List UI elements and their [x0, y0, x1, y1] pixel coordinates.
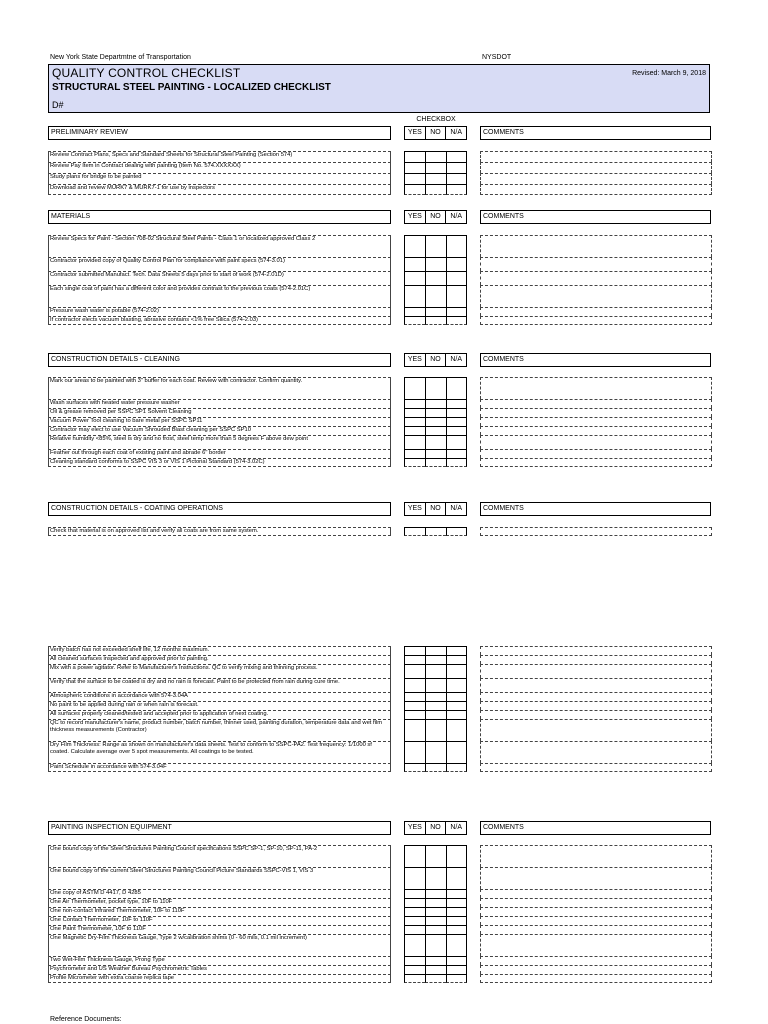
yes-checkbox[interactable]: [404, 956, 425, 965]
no-checkbox[interactable]: [425, 257, 446, 271]
checklist-item-text: Paint Schedule in accordance with 574-3.04F: [48, 763, 391, 772]
no-checkbox[interactable]: [425, 692, 446, 701]
section-title: PAINTING INSPECTION EQUIPMENT: [48, 821, 391, 835]
checklist-item-text: One non-contact Infrared Thermometer, 10F to 110F: [48, 907, 391, 916]
comment-field[interactable]: [480, 898, 712, 907]
yes-checkbox[interactable]: [404, 974, 425, 983]
na-checkbox[interactable]: [446, 741, 467, 763]
comment-field[interactable]: [480, 889, 712, 898]
checklist-row: [48, 527, 712, 536]
checklist-item-text: Contractor may elect to use Vacuum Shrouded Blast cleaning per SSPC SP10: [48, 426, 391, 435]
checklist-item-text: Study plans for bridge to be painted: [48, 173, 391, 184]
checklist-item-text: No paint to be applied during rain or when rain is forecast.: [48, 701, 391, 710]
na-checkbox[interactable]: [446, 925, 467, 934]
comment-field[interactable]: [480, 701, 712, 710]
checklist-row: [48, 435, 712, 449]
no-checkbox[interactable]: [425, 845, 446, 867]
checklist-row: [48, 408, 712, 417]
column-header-yes: YES: [407, 824, 422, 831]
checklist-row: [48, 907, 712, 916]
checklist-item-text: Oil & grease removed per SSPC SP1 Solvent Cleaning: [48, 408, 391, 417]
organization-name: New York State Departmtne of Transportation: [50, 54, 191, 61]
yes-checkbox[interactable]: [404, 889, 425, 898]
yes-checkbox[interactable]: [404, 655, 425, 664]
checklist-item-text: Atmospheric conditions in accordance with 574-3.04A: [48, 692, 391, 701]
no-checkbox[interactable]: [425, 763, 446, 772]
comment-field[interactable]: [480, 916, 712, 925]
checklist-item-text: Relative humidity <85%, steel is dry and no frost, steel temp more than 5 degrees F above dew point: [48, 435, 391, 449]
checkbox-column-title: CHECKBOX: [416, 116, 456, 123]
comments-header: COMMENTS: [480, 126, 711, 140]
na-checkbox[interactable]: [446, 664, 467, 678]
checklist-item-text: Mix with a power agitator. Refer to Manufacturer's Instructions. QC to verify mixing and thinning process.: [48, 664, 391, 678]
checklist-item-text: Review Contract Plans, Specs and Standard Sheets for Structural Steel Painting (Section 574): [48, 151, 391, 162]
section-title: CONSTRUCTION DETAILS - COATING OPERATIONS: [48, 502, 391, 516]
yes-checkbox[interactable]: [404, 898, 425, 907]
comment-field[interactable]: [480, 184, 712, 195]
comments-header: COMMENTS: [480, 502, 711, 516]
yes-checkbox[interactable]: [404, 678, 425, 692]
na-checkbox[interactable]: [446, 898, 467, 907]
checklist-row: [48, 449, 712, 458]
na-checkbox[interactable]: [446, 399, 467, 408]
yes-checkbox[interactable]: [404, 763, 425, 772]
na-checkbox[interactable]: [446, 719, 467, 741]
na-checkbox[interactable]: [446, 845, 467, 867]
column-header-yes: YES: [407, 213, 422, 220]
checklist-row: [48, 151, 712, 162]
no-checkbox[interactable]: [425, 956, 446, 965]
no-checkbox[interactable]: [425, 151, 446, 162]
checklist-item-text: Contractor submitted Manufact. Tech. Data Sheets 5 days prior to start of work (574-2.01D): [48, 271, 391, 285]
yes-checkbox[interactable]: [404, 934, 425, 956]
no-checkbox[interactable]: [425, 655, 446, 664]
reference-documents-label: Reference Documents:: [50, 1016, 122, 1023]
na-checkbox[interactable]: [446, 965, 467, 974]
comment-field[interactable]: [480, 646, 712, 655]
yes-no-na-header: [404, 353, 467, 367]
na-checkbox[interactable]: [446, 678, 467, 692]
yes-checkbox[interactable]: [404, 316, 425, 325]
no-checkbox[interactable]: [425, 377, 446, 399]
comment-field[interactable]: [480, 763, 712, 772]
checklist-row: [48, 845, 712, 867]
checklist-item-text: Review Specs for Paint - Section 708-02 Structural Steel Paints - Class 1 or localized approved Class 2: [48, 235, 391, 257]
na-checkbox[interactable]: [446, 307, 467, 316]
form-header: [48, 64, 710, 113]
checklist-item-text: Each single coat of paint has a different color and provides contrast to the previous coats (574-2.01C): [48, 285, 391, 307]
checklist-row: [48, 271, 712, 285]
na-checkbox[interactable]: [446, 435, 467, 449]
comment-field[interactable]: [480, 655, 712, 664]
na-checkbox[interactable]: [446, 692, 467, 701]
column-header-no: NO: [425, 503, 446, 515]
checklist-item-text: All cleaned surfaces inspected and approved prior to painting.: [48, 655, 391, 664]
yes-no-na-header: [404, 821, 467, 835]
no-checkbox[interactable]: [425, 678, 446, 692]
comments-header: COMMENTS: [480, 353, 711, 367]
checklist-row: [48, 235, 712, 257]
no-checkbox[interactable]: [425, 719, 446, 741]
checklist-item-text: One bound copy of the Steel Structures Painting Council specifications SSPC SP-1, SP-10, SP-11, PA-2: [48, 845, 391, 867]
checklist-row: [48, 377, 712, 399]
comment-field[interactable]: [480, 934, 712, 956]
no-checkbox[interactable]: [425, 449, 446, 458]
checklist-item-text: Vacuum Power Tool cleaning to bare metal per SSPC SP11: [48, 417, 391, 426]
yes-checkbox[interactable]: [404, 965, 425, 974]
na-checkbox[interactable]: [446, 763, 467, 772]
comment-field[interactable]: [480, 741, 712, 763]
comment-field[interactable]: [480, 377, 712, 399]
checklist-item-text: Profile Micrometer with extra coarse replica tape: [48, 974, 391, 983]
yes-checkbox[interactable]: [404, 907, 425, 916]
checklist-row: [48, 307, 712, 316]
yes-checkbox[interactable]: [404, 692, 425, 701]
comment-field[interactable]: [480, 692, 712, 701]
column-header-na: N/A: [445, 503, 466, 515]
na-checkbox[interactable]: [446, 151, 467, 162]
comment-field[interactable]: [480, 399, 712, 408]
revision-date: Revised: March 9, 2018: [632, 70, 706, 77]
comment-field[interactable]: [480, 285, 712, 307]
checklist-row: [48, 316, 712, 325]
checklist-row: [48, 173, 712, 184]
yes-checkbox[interactable]: [404, 151, 425, 162]
no-checkbox[interactable]: [425, 934, 446, 956]
no-checkbox[interactable]: [425, 271, 446, 285]
checklist-item-text: Wash surfaces with heated water pressure washer: [48, 399, 391, 408]
na-checkbox[interactable]: [446, 316, 467, 325]
checklist-row: [48, 710, 712, 719]
na-checkbox[interactable]: [446, 867, 467, 889]
checklist-row: [48, 184, 712, 195]
checklist-row: [48, 898, 712, 907]
column-header-yes: YES: [407, 129, 422, 136]
checklist-item-text: Contractor provided copy of Quality Control Plan for compliance with paint specs (574-3.01): [48, 257, 391, 271]
yes-checkbox[interactable]: [404, 710, 425, 719]
yes-checkbox[interactable]: [404, 719, 425, 741]
checklist-row: [48, 285, 712, 307]
no-checkbox[interactable]: [425, 965, 446, 974]
project-id-label[interactable]: D#: [52, 100, 64, 110]
checklist-row: [48, 965, 712, 974]
checklist-item-text: Verify that the surface to be coated is dry and no rain is forecast. Paint to be protected from rain during cure time.: [48, 678, 391, 692]
comment-field[interactable]: [480, 458, 712, 467]
checklist-item-text: QC to record manufacturer's name, product number, batch number, thinner used, painting duration, temperature data and wet film thickness measurements (Contractor): [48, 719, 391, 741]
na-checkbox[interactable]: [446, 934, 467, 956]
na-checkbox[interactable]: [446, 710, 467, 719]
na-checkbox[interactable]: [446, 907, 467, 916]
comment-field[interactable]: [480, 162, 712, 173]
checklist-row: [48, 701, 712, 710]
comment-field[interactable]: [480, 925, 712, 934]
comment-field[interactable]: [480, 956, 712, 965]
comment-field[interactable]: [480, 417, 712, 426]
comment-field[interactable]: [480, 867, 712, 889]
checklist-row: [48, 692, 712, 701]
yes-checkbox[interactable]: [404, 845, 425, 867]
no-checkbox[interactable]: [425, 701, 446, 710]
checklist-row: [48, 934, 712, 956]
column-header-yes: YES: [407, 505, 422, 512]
column-header-no: NO: [425, 211, 446, 223]
agency-code: NYSDOT: [482, 54, 512, 61]
no-checkbox[interactable]: [425, 974, 446, 983]
column-header-no: NO: [425, 822, 446, 834]
comment-field[interactable]: [480, 426, 712, 435]
yes-checkbox[interactable]: [404, 408, 425, 417]
no-checkbox[interactable]: [425, 741, 446, 763]
checklist-item-text: One copy of ASTM D 4417, D 4285: [48, 889, 391, 898]
checklist-row: [48, 646, 712, 655]
na-checkbox[interactable]: [446, 646, 467, 655]
no-checkbox[interactable]: [425, 408, 446, 417]
no-checkbox[interactable]: [425, 889, 446, 898]
section-title: CONSTRUCTION DETAILS - CLEANING: [48, 353, 391, 367]
comment-field[interactable]: [480, 271, 712, 285]
yes-checkbox[interactable]: [404, 285, 425, 307]
no-checkbox[interactable]: [425, 664, 446, 678]
checklist-item-text: Check that material is on approved list and verify all coats are from same system.: [48, 527, 391, 536]
yes-checkbox[interactable]: [404, 701, 425, 710]
yes-no-na-header: [404, 210, 467, 224]
comment-field[interactable]: [480, 664, 712, 678]
form-subtitle: STRUCTURAL STEEL PAINTING - LOCALIZED CHECKLIST: [52, 82, 331, 93]
na-checkbox[interactable]: [446, 974, 467, 983]
na-checkbox[interactable]: [446, 377, 467, 399]
no-checkbox[interactable]: [425, 426, 446, 435]
comment-field[interactable]: [480, 235, 712, 257]
checklist-row: [48, 678, 712, 692]
column-header-yes: YES: [407, 356, 422, 363]
comment-field[interactable]: [480, 307, 712, 316]
checklist-item-text: One Magnetic Dry-Film Thickness Gauge, Type 2 w/calibration shims (0 - 60 mils, 0.1 mil increment): [48, 934, 391, 956]
checklist-item-text: Pressure wash water is potable (574-2.02): [48, 307, 391, 316]
column-header-no: NO: [425, 354, 446, 366]
no-checkbox[interactable]: [425, 417, 446, 426]
yes-checkbox[interactable]: [404, 271, 425, 285]
comment-field[interactable]: [480, 151, 712, 162]
checklist-row: [48, 763, 712, 772]
checklist-row: [48, 257, 712, 271]
comment-field[interactable]: [480, 173, 712, 184]
checklist-item-text: Feather out through each coat of existing paint and abrade 6" border: [48, 449, 391, 458]
na-checkbox[interactable]: [446, 701, 467, 710]
na-checkbox[interactable]: [446, 162, 467, 173]
column-header-no: NO: [425, 127, 446, 139]
no-checkbox[interactable]: [425, 867, 446, 889]
no-checkbox[interactable]: [425, 907, 446, 916]
yes-checkbox[interactable]: [404, 162, 425, 173]
na-checkbox[interactable]: [446, 271, 467, 285]
na-checkbox[interactable]: [446, 285, 467, 307]
checklist-row: [48, 655, 712, 664]
checklist-row: [48, 925, 712, 934]
no-checkbox[interactable]: [425, 173, 446, 184]
yes-no-na-header: [404, 502, 467, 516]
na-checkbox[interactable]: [446, 173, 467, 184]
checklist-row: [48, 719, 712, 741]
no-checkbox[interactable]: [425, 399, 446, 408]
yes-checkbox[interactable]: [404, 307, 425, 316]
checklist-item-text: If contractor elects vacuum blasting, abrasive contains <1% free Silica (574-2.03): [48, 316, 391, 325]
checklist-item-text: One Contact Thermometer, 10F to 110F: [48, 916, 391, 925]
form-title: QUALITY CONTROL CHECKLIST: [52, 66, 241, 80]
checklist-item-text: Download and review MURK7 & MURK7-1 for use by inspectors: [48, 184, 391, 195]
column-header-na: N/A: [445, 127, 466, 139]
no-checkbox[interactable]: [425, 527, 446, 536]
no-checkbox[interactable]: [425, 710, 446, 719]
yes-checkbox[interactable]: [404, 664, 425, 678]
na-checkbox[interactable]: [446, 184, 467, 195]
checklist-item-text: One Paint Thermometer, 10F to 110F: [48, 925, 391, 934]
checklist-item-text: Mark our areas to be painted with 3" buffer for each coat. Review with contractor. Confirm quantity.: [48, 377, 391, 399]
na-checkbox[interactable]: [446, 257, 467, 271]
comment-field[interactable]: [480, 845, 712, 867]
no-checkbox[interactable]: [425, 898, 446, 907]
checklist-item-text: One Air Thermometer, pocket type, 10F to 110F: [48, 898, 391, 907]
checklist-item-text: Dry Film Thickness: Range as shown on manufacturer's data sheets. Test to conform to SSPC-PA2. Test frequency: 1/1000 sf coated. Calculate average over 5 spot measurements. All coatings to be tested.: [48, 741, 391, 763]
checklist-item-text: Review Pay Item in Contract dealing with painting (Item No. 574.XXXXXX): [48, 162, 391, 173]
checklist-row: [48, 741, 712, 763]
column-header-na: N/A: [445, 822, 466, 834]
na-checkbox[interactable]: [446, 527, 467, 536]
column-header-na: N/A: [445, 354, 466, 366]
yes-checkbox[interactable]: [404, 646, 425, 655]
section-title: MATERIALS: [48, 210, 391, 224]
comment-field[interactable]: [480, 527, 712, 536]
checklist-item-text: Psychrometer and US Weather Bureau Psychrometric Tables: [48, 965, 391, 974]
checklist-row: [48, 399, 712, 408]
na-checkbox[interactable]: [446, 449, 467, 458]
yes-checkbox[interactable]: [404, 741, 425, 763]
checklist-row: [48, 162, 712, 173]
no-checkbox[interactable]: [425, 307, 446, 316]
yes-checkbox[interactable]: [404, 925, 425, 934]
column-header-na: N/A: [445, 211, 466, 223]
yes-checkbox[interactable]: [404, 449, 425, 458]
na-checkbox[interactable]: [446, 417, 467, 426]
no-checkbox[interactable]: [425, 916, 446, 925]
comment-field[interactable]: [480, 449, 712, 458]
yes-checkbox[interactable]: [404, 435, 425, 449]
yes-checkbox[interactable]: [404, 426, 425, 435]
checklist-row: [48, 956, 712, 965]
checklist-item-text: Two Wet-Film Thickness Gauge, Prong Type: [48, 956, 391, 965]
comments-header: COMMENTS: [480, 210, 711, 224]
na-checkbox[interactable]: [446, 235, 467, 257]
comment-field[interactable]: [480, 408, 712, 417]
yes-checkbox[interactable]: [404, 527, 425, 536]
comment-field[interactable]: [480, 719, 712, 741]
no-checkbox[interactable]: [425, 646, 446, 655]
checklist-row: [48, 867, 712, 889]
checklist-row: [48, 426, 712, 435]
yes-checkbox[interactable]: [404, 377, 425, 399]
section-title: PRELIMINARY REVIEW: [48, 126, 391, 140]
no-checkbox[interactable]: [425, 235, 446, 257]
na-checkbox[interactable]: [446, 916, 467, 925]
na-checkbox[interactable]: [446, 458, 467, 467]
checklist-item-text: All surfaces properly cleaned/tested and accepted prior to application of next coating.: [48, 710, 391, 719]
checklist-row: [48, 974, 712, 983]
no-checkbox[interactable]: [425, 458, 446, 467]
comments-header: COMMENTS: [480, 821, 711, 835]
checklist-item-text: Verify batch has not exceeded shelf life, 12 months maximum.: [48, 646, 391, 655]
yes-checkbox[interactable]: [404, 235, 425, 257]
comment-field[interactable]: [480, 965, 712, 974]
checklist-row: [48, 889, 712, 898]
yes-checkbox[interactable]: [404, 916, 425, 925]
checklist-row: [48, 664, 712, 678]
na-checkbox[interactable]: [446, 655, 467, 664]
na-checkbox[interactable]: [446, 408, 467, 417]
checklist-row: [48, 916, 712, 925]
no-checkbox[interactable]: [425, 925, 446, 934]
comment-field[interactable]: [480, 316, 712, 325]
yes-checkbox[interactable]: [404, 458, 425, 467]
no-checkbox[interactable]: [425, 316, 446, 325]
comment-field[interactable]: [480, 710, 712, 719]
na-checkbox[interactable]: [446, 956, 467, 965]
yes-no-na-header: [404, 126, 467, 140]
no-checkbox[interactable]: [425, 162, 446, 173]
checklist-item-text: One bound copy of the current Steel Structures Painting Council Picture Standards SSPC-VIS 1, VIS 3: [48, 867, 391, 889]
checklist-row: [48, 417, 712, 426]
yes-checkbox[interactable]: [404, 417, 425, 426]
no-checkbox[interactable]: [425, 435, 446, 449]
no-checkbox[interactable]: [425, 184, 446, 195]
comment-field[interactable]: [480, 974, 712, 983]
comment-field[interactable]: [480, 435, 712, 449]
comment-field[interactable]: [480, 678, 712, 692]
yes-checkbox[interactable]: [404, 184, 425, 195]
yes-checkbox[interactable]: [404, 173, 425, 184]
yes-checkbox[interactable]: [404, 257, 425, 271]
checklist-row: [48, 458, 712, 467]
na-checkbox[interactable]: [446, 426, 467, 435]
na-checkbox[interactable]: [446, 889, 467, 898]
yes-checkbox[interactable]: [404, 867, 425, 889]
yes-checkbox[interactable]: [404, 399, 425, 408]
no-checkbox[interactable]: [425, 285, 446, 307]
checklist-item-text: Cleaning standard conforms to SSPC VIS 3 or VIS 1 Pictorial Standard (574-3.02C): [48, 458, 391, 467]
comment-field[interactable]: [480, 257, 712, 271]
comment-field[interactable]: [480, 907, 712, 916]
